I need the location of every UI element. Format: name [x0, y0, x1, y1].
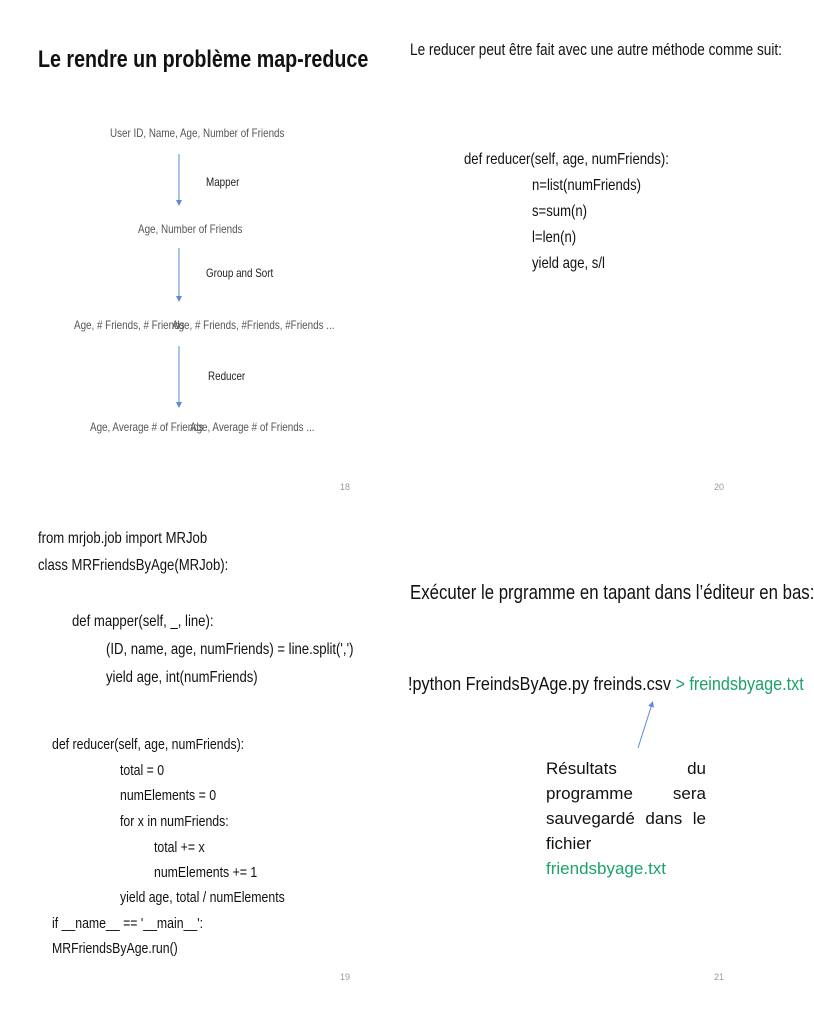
page-number: 21	[714, 972, 725, 982]
code-line: def mapper(self, _, line):	[72, 613, 214, 630]
command-text: !python FreindsByAge.py freinds.csv	[408, 674, 671, 694]
code-line: (ID, name, age, numFriends) = line.split(',')	[106, 641, 354, 658]
code-line: def reducer(self, age, numFriends):	[52, 736, 245, 753]
code-line: if __name__ == '__main__':	[52, 915, 204, 932]
page-number: 18	[340, 482, 351, 492]
result-file: friendsbyage.txt	[546, 859, 667, 878]
page-number: 19	[340, 972, 351, 982]
code-line: numElements += 1	[154, 864, 258, 881]
code-line: MRFriendsByAge.run()	[52, 940, 178, 957]
code-line: n=list(numFriends)	[532, 177, 642, 194]
flow-grouped-label-b: Age, # Friends, #Friends, #Friends ...	[172, 318, 335, 332]
code-line: for x in numFriends:	[120, 813, 229, 830]
flow-output-label-a: Age, Average # of Friends	[90, 420, 204, 434]
result-text: Résultats du programme sera sauvegardé dans le fichier	[546, 759, 706, 853]
result-note	[546, 756, 706, 881]
flow-output-label-b: Age, Average # of Friends ...	[190, 420, 315, 434]
flow-grouped-label-a: Age, # Friends, # Friends	[74, 318, 185, 332]
flow-step-mapper: Mapper	[206, 175, 240, 189]
flow-step-reducer: Reducer	[208, 369, 246, 383]
slide-title: Le rendre un problème map-reduce	[38, 46, 369, 73]
slide-heading: Exécuter le prgramme en tapant dans l’éditeur en bas:	[410, 582, 814, 604]
code-line: s=sum(n)	[532, 203, 588, 220]
code-line: total = 0	[120, 762, 165, 779]
slide-20	[384, 0, 782, 505]
slide-21	[384, 510, 814, 1024]
flow-step-group-sort: Group and Sort	[206, 266, 274, 280]
code-line: def reducer(self, age, numFriends):	[464, 151, 669, 168]
code-line: yield age, s/l	[532, 255, 605, 272]
code-line: numElements = 0	[120, 787, 217, 804]
command-output-file: > freindsbyage.txt	[675, 674, 804, 694]
flow-input-label: User ID, Name, Age, Number of Friends	[110, 126, 285, 140]
slide-19	[0, 510, 384, 1024]
code-line: from mrjob.job import MRJob	[38, 530, 208, 547]
code-line: yield age, int(numFriends)	[106, 669, 258, 686]
code-line: yield age, total / numElements	[120, 889, 285, 906]
code-line: l=len(n)	[532, 229, 577, 246]
flow-mid-label: Age, Number of Friends	[138, 222, 243, 236]
code-line: class MRFriendsByAge(MRJob):	[38, 557, 229, 574]
code-line: total += x	[154, 839, 205, 856]
page-number: 20	[714, 482, 725, 492]
slide-18	[0, 0, 384, 505]
slide-heading: Le reducer peut être fait avec une autre méthode comme suit:	[410, 40, 782, 59]
